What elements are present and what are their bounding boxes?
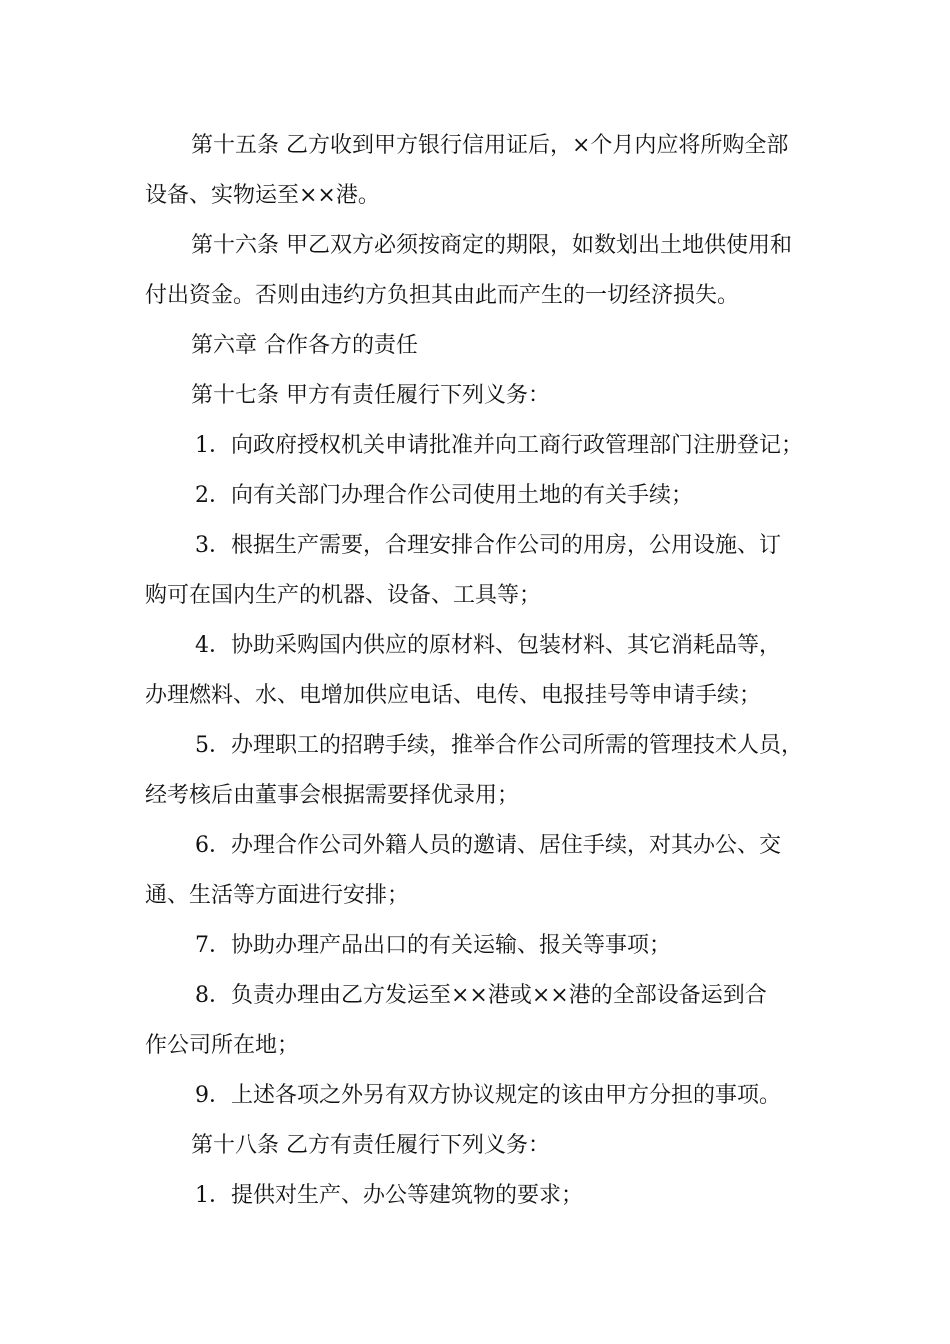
article-16-line-2: 付出资金。否则由违约方负担其由此而产生的一切经济损失。	[145, 283, 740, 308]
party-a-duty-3-line-1: 3．根据生产需要，合理安排合作公司的用房，公用设施、订	[195, 533, 781, 558]
article-16-line-1: 第十六条 甲乙双方必须按商定的期限，如数划出土地供使用和	[191, 233, 792, 258]
party-a-duty-5-line-1: 5．办理职工的招聘手续，推举合作公司所需的管理技术人员，	[195, 733, 803, 758]
article-15-line-1: 第十五条 乙方收到甲方银行信用证后，×个月内应将所购全部	[191, 133, 789, 158]
chapter-6-heading: 第六章 合作各方的责任	[191, 333, 418, 358]
party-a-duty-6-line-1: 6．办理合作公司外籍人员的邀请、居住手续，对其办公、交	[195, 833, 781, 858]
party-a-duty-3-line-2: 购可在国内生产的机器、设备、工具等；	[145, 583, 542, 608]
party-a-duty-8-line-1: 8．负责办理由乙方发运至××港或××港的全部设备运到合	[195, 983, 767, 1008]
article-17-heading: 第十七条 甲方有责任履行下列义务：	[191, 383, 550, 408]
party-a-duty-4-line-2: 办理燃料、水、电增加供应电话、电传、电报挂号等申请手续；	[145, 683, 762, 708]
party-a-duty-4-line-1: 4．协助采购国内供应的原材料、包装材料、其它消耗品等，	[195, 633, 781, 658]
article-15-line-2: 设备、实物运至××港。	[145, 183, 380, 208]
article-18-heading: 第十八条 乙方有责任履行下列义务：	[191, 1133, 550, 1158]
party-a-duty-6-line-2: 通、生活等方面进行安排；	[145, 883, 410, 908]
party-a-duty-5-line-2: 经考核后由董事会根据需要择优录用；	[145, 783, 520, 808]
party-a-duty-1: 1．向政府授权机关申请批准并向工商行政管理部门注册登记；	[195, 433, 803, 458]
party-a-duty-7: 7．协助办理产品出口的有关运输、报关等事项；	[195, 933, 671, 958]
party-a-duty-2: 2．向有关部门办理合作公司使用土地的有关手续；	[195, 483, 693, 508]
party-b-duty-1: 1．提供对生产、办公等建筑物的要求；	[195, 1183, 583, 1208]
party-a-duty-8-line-2: 作公司所在地；	[145, 1033, 300, 1058]
party-a-duty-9: 9．上述各项之外另有双方协议规定的该由甲方分担的事项。	[195, 1083, 781, 1108]
